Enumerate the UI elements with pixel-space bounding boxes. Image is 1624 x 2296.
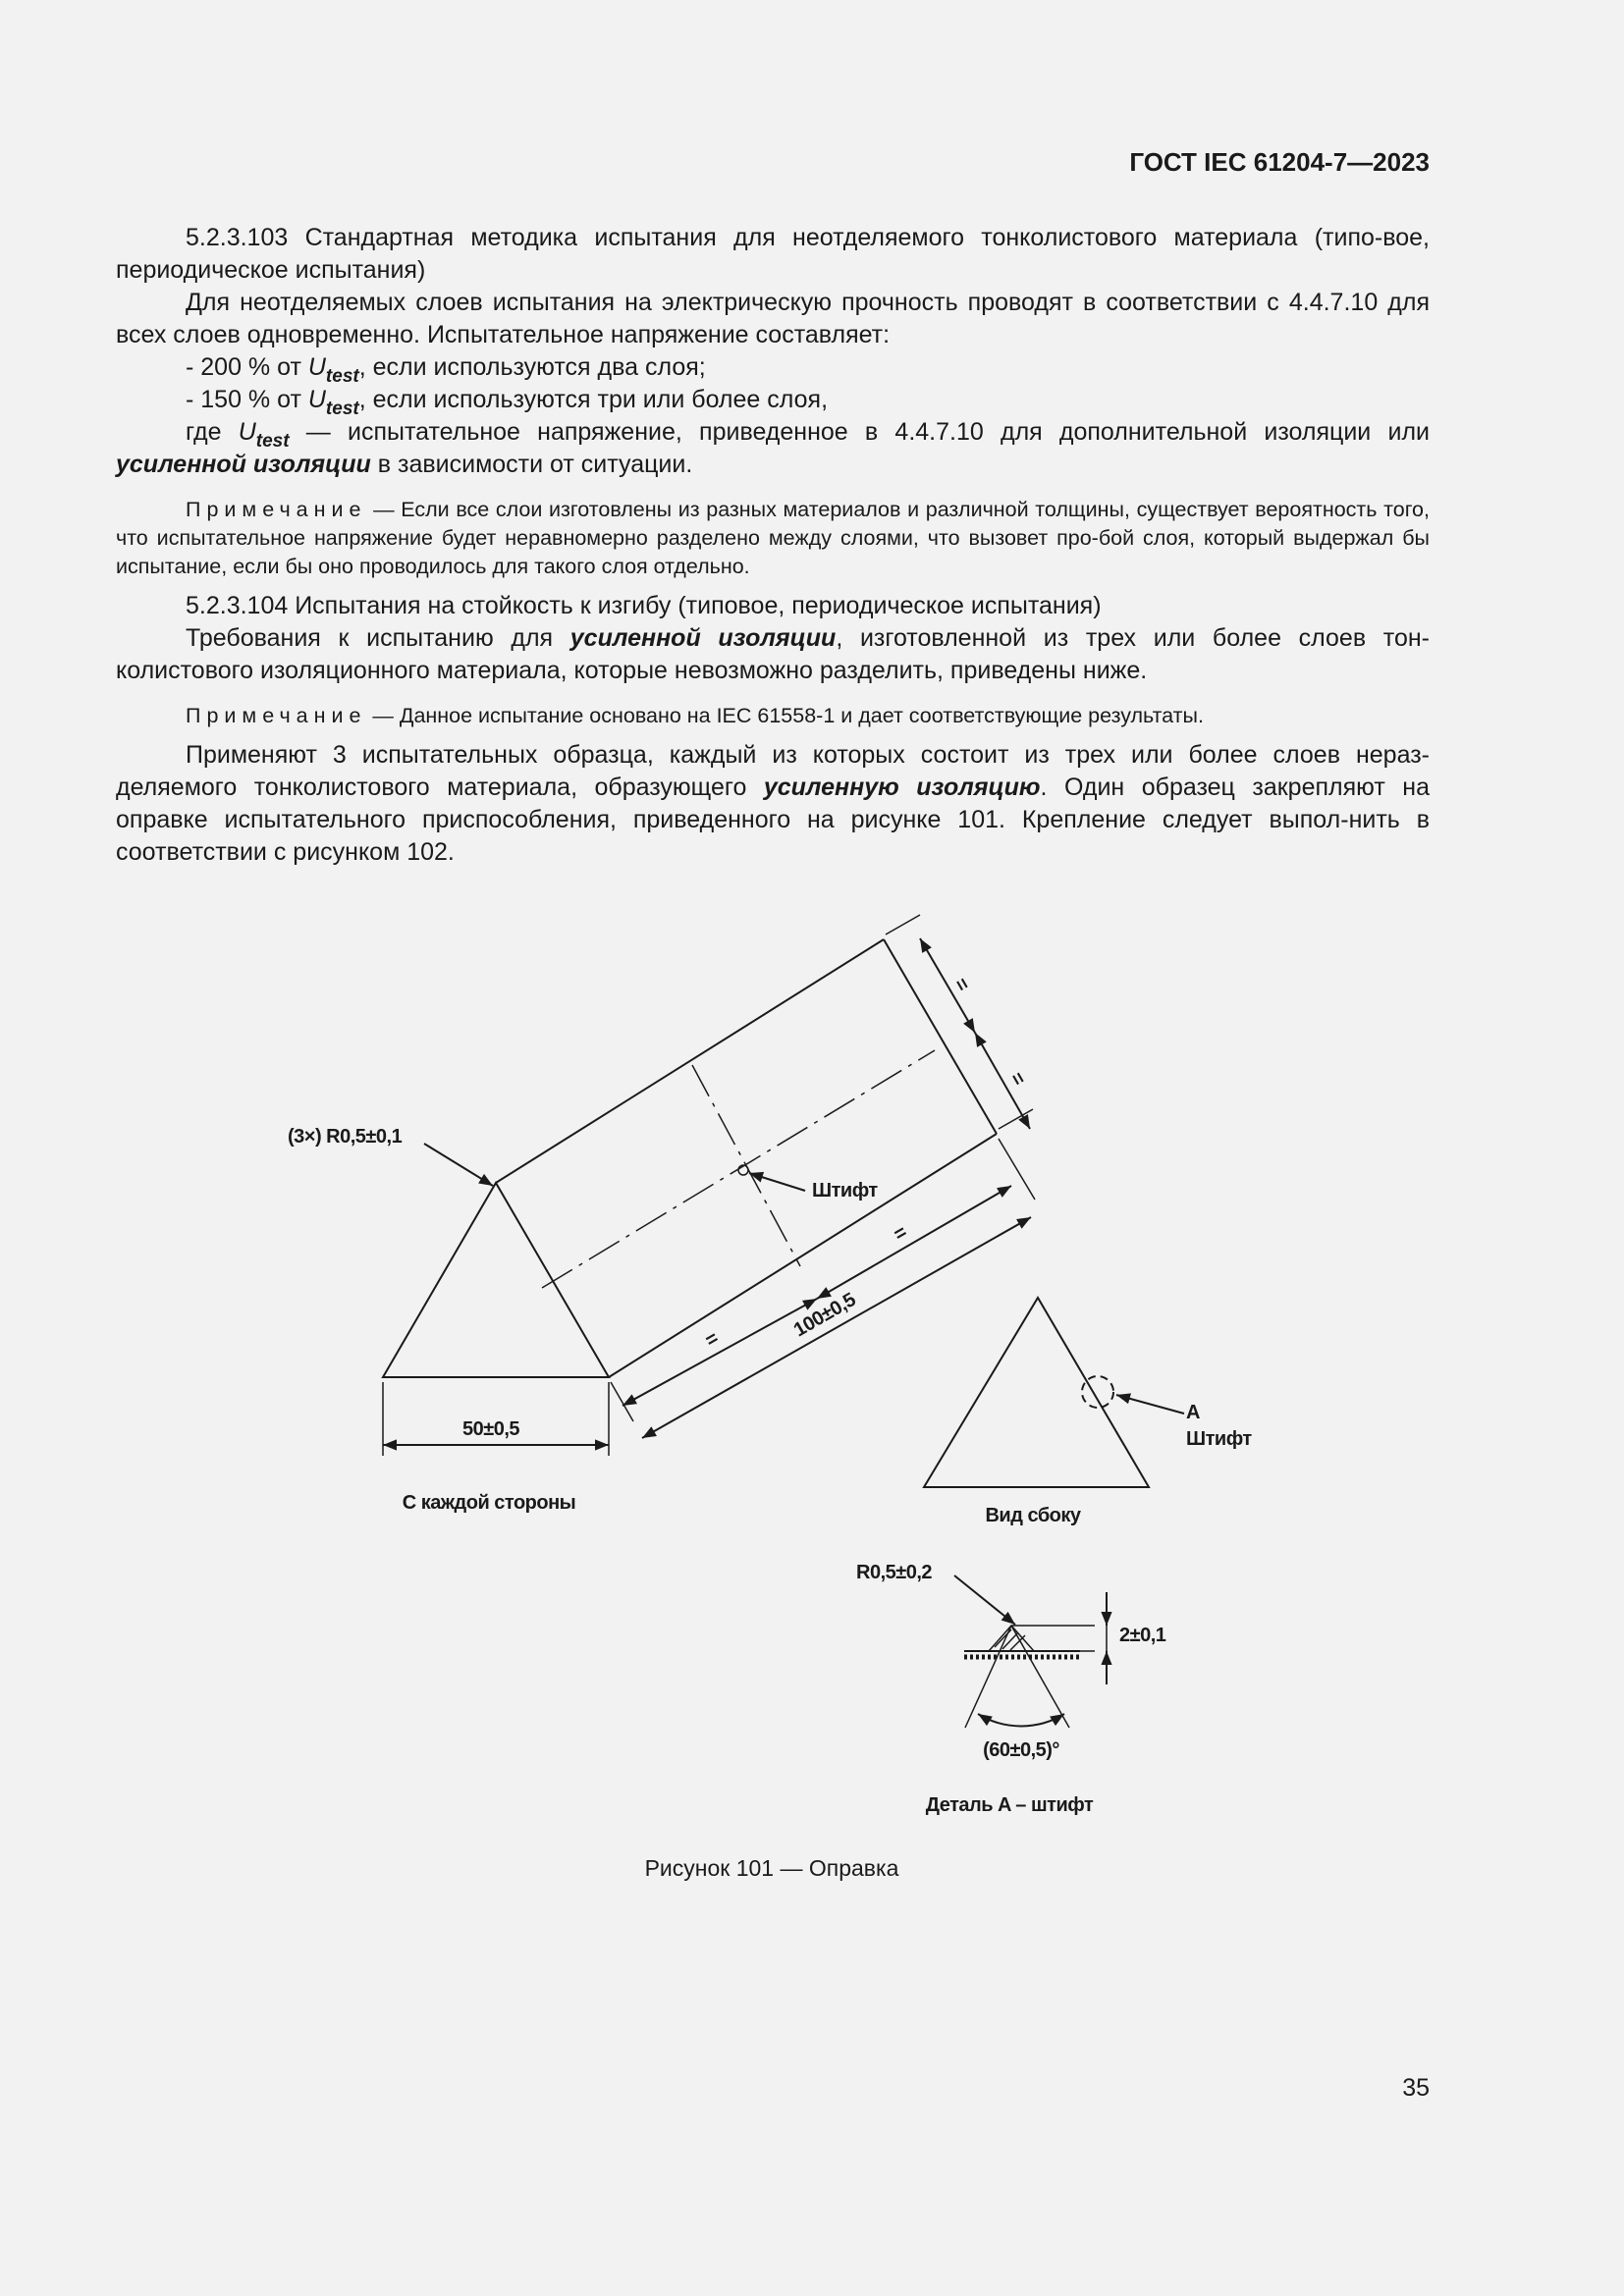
label-pin: Штифт bbox=[812, 1180, 878, 1201]
section-104-paragraph: Требования к испытанию для усиленной изоляции, изготовленной из трех или более слоев тон-колистового изоляционного материала, которые невозможно разделить, приведены ниже. bbox=[116, 624, 1431, 684]
label-eq-length-1: = bbox=[701, 1327, 723, 1353]
label-pin-2: Штифт bbox=[1186, 1428, 1252, 1450]
detail-angle-line-right bbox=[1011, 1626, 1069, 1728]
note-103: Примечание — Если все слои изготовлены из разных материалов и различной толщины, существует вероятность того, что испытательное напряжение будет неравномерно разделено между слоями, что вызовет про-бой слоя, который выдержал бы испытание, если бы оно проводилось для такого слоя отдельно. bbox=[116, 498, 1430, 578]
label-detail-height: 2±0,1 bbox=[1119, 1625, 1166, 1646]
section-104-title: 5.2.3.104 Испытания на стойкость к изгибу (типовое, периодическое испытания) bbox=[186, 592, 1102, 619]
note-104: Примечание — Данное испытание основано на IEC 61558-1 и дает соответствующие результаты. bbox=[186, 704, 1204, 727]
mandrel-front-triangle bbox=[383, 1183, 609, 1377]
label-detail-angle: (60±0,5)° bbox=[983, 1739, 1059, 1761]
mandrel-back-edge bbox=[884, 939, 997, 1134]
label-detail-radius: R0,5±0,2 bbox=[856, 1562, 933, 1583]
leader-detail-a bbox=[1116, 1395, 1184, 1414]
label-side-view: Вид сбоку bbox=[985, 1505, 1081, 1526]
label-eq-length-2: = bbox=[890, 1221, 911, 1247]
label-width: 50±0,5 bbox=[461, 1418, 520, 1440]
label-detail-mark: A bbox=[1186, 1402, 1200, 1423]
section-104-paragraph-2: Применяют 3 испытательных образца, каждый из которых состоит из трех или более слоев нераз-деляемого тонколистового материала, образующего усиленную изоляцию. Один образец закрепляют на оправке испытательного приспособления, приведенного на рисунке 101. Крепление следует выпол-нить в соответствии с рисунком 102. bbox=[116, 741, 1430, 866]
dim-length-half-1 bbox=[623, 1299, 817, 1406]
label-each-side: С каждой стороны bbox=[402, 1492, 576, 1514]
leader-detail-radius bbox=[954, 1575, 1015, 1625]
figure-caption: Рисунок 101 — Оправка bbox=[644, 1855, 899, 1881]
mandrel-right-edge bbox=[609, 1134, 997, 1377]
dim-length-half-2 bbox=[817, 1186, 1011, 1299]
list-item-200: - 200 % от $U_{test}$, если используются два слоя; bbox=[186, 353, 706, 387]
mandrel-top-edge bbox=[496, 939, 884, 1183]
section-103-title: 5.2.3.103 Стандартная методика испытания для неотделяемого тонколистового материала (типо-вое, периодическое испытания) bbox=[116, 224, 1430, 284]
label-eq-depth-1: = bbox=[948, 974, 974, 995]
section-103-paragraph: Для неотделяемых слоев испытания на электрическую прочность проводят в соответствии с 4.4.7.10 для всех слоев одновременно. Испытательное напряжение составляет: bbox=[116, 289, 1430, 348]
detail-angle-line-left bbox=[965, 1626, 1011, 1728]
label-detail-caption: Деталь A – штифт bbox=[925, 1794, 1094, 1816]
side-view-triangle bbox=[924, 1298, 1149, 1487]
label-eq-depth-2: = bbox=[1004, 1068, 1030, 1090]
leader-radius bbox=[424, 1144, 493, 1186]
label-radius: (3×) R0,5±0,1 bbox=[288, 1126, 403, 1148]
dim-angle-arc bbox=[978, 1714, 1064, 1726]
label-length: 100±0,5 bbox=[789, 1289, 860, 1342]
where-definition: где $U_{test}$ — испытательное напряжение, приведенное в 4.4.7.10 для дополнительной изоляции или усиленной изоляции в зависимости от ситуации. bbox=[116, 418, 1430, 478]
page-number: 35 bbox=[1402, 2074, 1430, 2102]
list-item-150: - 150 % от $U_{test}$, если используются три или более слоя, bbox=[186, 386, 829, 419]
document-header: ГОСТ IEC 61204-7—2023 bbox=[1129, 147, 1430, 177]
